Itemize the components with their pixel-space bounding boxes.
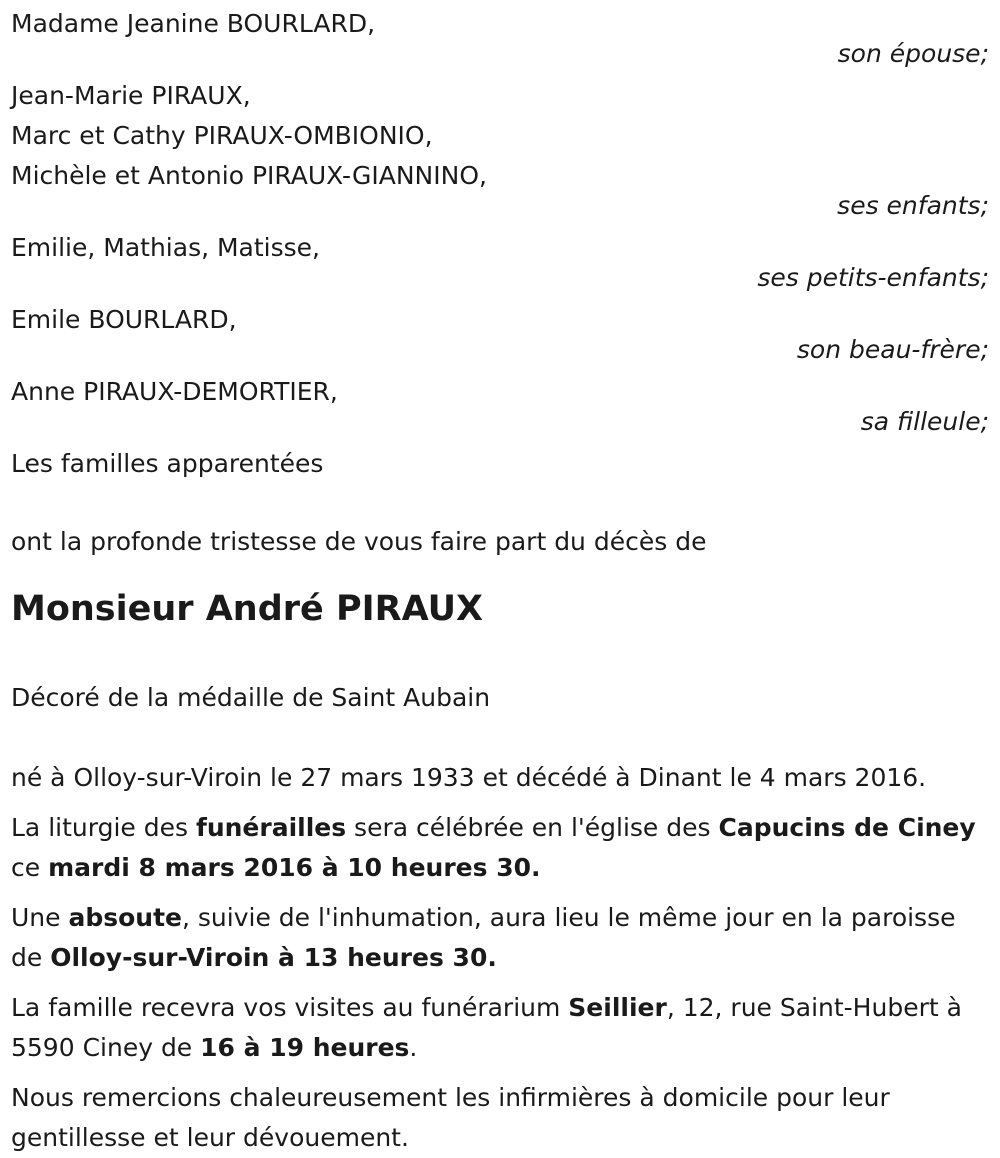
visits-bold: 16 à 19 heures (200, 1033, 410, 1062)
family-role: ses enfants; (837, 191, 989, 220)
thanks-paragraph: Nous remercions chaleureusement les infirmières à domicile pour leur gentillesse et leur dévouement. (11, 1083, 890, 1152)
family-group-goddaughter (11, 372, 989, 434)
family-group-grandchildren (11, 228, 989, 290)
decoration-text: Décoré de la médaille de Saint Aubain (11, 683, 491, 712)
absoute-text: , suivie de l'inhumation, aura lieu le même jour en la paroisse de (11, 903, 956, 972)
visits-paragraph (11, 988, 989, 1068)
visits-text: . (409, 1033, 418, 1062)
family-group-children (11, 76, 989, 218)
family-role: son beau-frère; (796, 335, 989, 364)
family-group-brother-in-law (11, 300, 989, 362)
family-name: Anne PIRAUX-DEMORTIER, (11, 377, 338, 406)
absoute-bold: absoute (68, 903, 183, 932)
family-name: Michèle et Antonio PIRAUX-GIANNINO, (11, 161, 487, 190)
visits-text: , 12, rue Saint-Hubert à 5590 Ciney de (11, 993, 962, 1062)
liturgy-paragraph (11, 808, 989, 888)
deceased-name: Monsieur André PIRAUX (11, 589, 484, 629)
absoute-bold: Olloy-sur-Viroin à 13 heures 30. (50, 943, 497, 972)
family-name: Emile BOURLARD, (11, 305, 237, 334)
related-families: Les familles apparentées (11, 449, 324, 478)
absoute-paragraph (11, 898, 989, 978)
family-group-spouse (11, 4, 989, 66)
family-role: son épouse; (837, 39, 989, 68)
family-name: Marc et Cathy PIRAUX-OMBIONIO, (11, 121, 433, 150)
family-name: Emilie, Mathias, Matisse, (11, 233, 320, 262)
liturgy-text: La liturgie des (11, 813, 196, 842)
family-name: Madame Jeanine BOURLARD, (11, 9, 376, 38)
liturgy-text: sera célébrée en l'église des (346, 813, 719, 842)
family-list (11, 4, 989, 484)
liturgy-bold: Capucins de Ciney (718, 813, 976, 842)
liturgy-bold: mardi 8 mars 2016 à 10 heures 30. (48, 853, 541, 882)
visits-text: La famille recevra vos visites au funérarium (11, 993, 569, 1022)
family-role: sa filleule; (860, 407, 989, 436)
liturgy-bold: funérailles (195, 813, 347, 842)
family-role: ses petits-enfants; (757, 263, 989, 292)
birth-death-text: né à Olloy-sur-Viroin le 27 mars 1933 et décédé à Dinant le 4 mars 2016. (11, 763, 927, 792)
visits-bold: Seillier (568, 993, 667, 1022)
family-name: Jean-Marie PIRAUX, (11, 81, 251, 110)
absoute-text: Une (11, 903, 69, 932)
liturgy-text: ce (11, 853, 49, 882)
announcement: ont la profonde tristesse de vous faire part du décès de (11, 527, 707, 556)
